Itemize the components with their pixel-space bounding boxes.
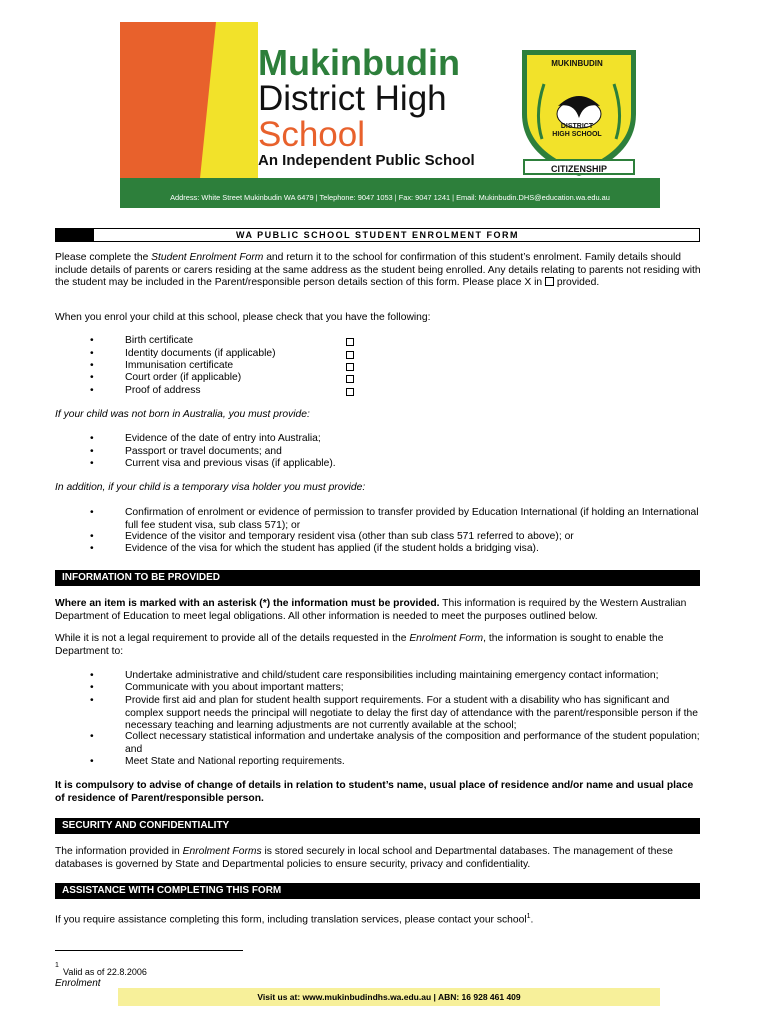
- visa-heading: In addition, if your child is a temporary visa holder you must provide:: [55, 482, 366, 493]
- form-title-bar: [55, 228, 700, 242]
- logo-sub-line1: DISTRICT: [560, 123, 594, 130]
- school-tagline: An Independent Public School: [258, 152, 475, 169]
- security-text-a: The information provided in: [55, 846, 183, 857]
- logo-sub-text: [522, 123, 632, 139]
- bullet-icon: •: [90, 360, 94, 371]
- security-text-b: is stored securely in local school and Departmental databases. The management of these databases is governed by State and Departmental policies to ensure security, privacy and confidentiality.: [55, 846, 673, 870]
- bullet-icon: •: [90, 756, 94, 767]
- intro-text-c: provided.: [556, 277, 600, 289]
- logo-sub-line2: HIGH SCHOOL: [552, 131, 602, 138]
- info-text-a: While it is not a legal requirement to provide all of the details requested in the: [55, 633, 410, 644]
- checklist-intro: When you enrol your child at this school, please check that you have the following:: [55, 312, 431, 323]
- list-item: Evidence of the visitor and temporary resident visa (other than sub class 571 referred to above); or: [125, 531, 574, 542]
- checkbox[interactable]: [346, 363, 354, 371]
- bullet-icon: •: [90, 543, 94, 554]
- intro-form-name: Student Enrolment Form: [151, 252, 264, 263]
- footer-bar: Visit us at: www.mukinbudindhs.wa.edu.au | ABN: 16 928 461 409: [118, 988, 660, 1006]
- bullet-icon: •: [90, 458, 94, 469]
- not-born-heading: If your child was not born in Australia, you must provide:: [55, 409, 310, 420]
- checkbox[interactable]: [346, 351, 354, 359]
- intro-text-a: Please complete the: [55, 252, 152, 263]
- info-text-b: , the information is sought to enable the Department to:: [55, 633, 664, 657]
- school-name-line2: District High: [258, 79, 447, 118]
- assistance-text: If you require assistance completing this form, including translation services, please contact your school: [55, 914, 527, 926]
- list-item: Communicate with you about important matters;: [125, 682, 344, 693]
- bullet-icon: •: [90, 531, 94, 542]
- footnote-number: 1: [55, 962, 59, 969]
- section-heading-security: SECURITY AND CONFIDENTIALITY: [55, 818, 700, 834]
- security-paragraph: [55, 846, 705, 871]
- assistance-text-end: .: [530, 914, 534, 926]
- bullet-icon: •: [90, 731, 94, 742]
- security-form-name: Enrolment Forms: [182, 846, 262, 857]
- bullet-icon: •: [90, 348, 94, 359]
- checklist-item: Birth certificate: [125, 335, 194, 346]
- checklist-item: Proof of address: [125, 385, 201, 396]
- bullet-icon: •: [90, 372, 94, 383]
- logo-top-text: MUKINBUDIN: [551, 59, 603, 68]
- list-item: Confirmation of enrolment or evidence of permission to transfer provided by Education International (if holding an International full fee student visa, sub class 571); or: [125, 507, 699, 531]
- checklist-item: Court order (if applicable): [125, 372, 242, 383]
- checklist-item: Identity documents (if applicable): [125, 348, 276, 359]
- list-item: Current visa and previous visas (if applicable).: [125, 458, 336, 469]
- list-item: Collect necessary statistical information and undertake analysis of the composition and performance of the student population; and: [125, 731, 700, 755]
- checkbox[interactable]: [346, 338, 354, 346]
- section-heading-information: INFORMATION TO BE PROVIDED: [55, 570, 700, 586]
- section-heading-assistance: ASSISTANCE WITH COMPLETING THIS FORM: [55, 883, 700, 899]
- bullet-icon: •: [90, 670, 94, 681]
- info-paragraph-2: [55, 633, 705, 658]
- info-paragraph-1: [55, 598, 705, 623]
- checkbox[interactable]: [346, 375, 354, 383]
- list-item: Undertake administrative and child/student care responsibilities including maintaining emergency contact information;: [125, 670, 659, 681]
- checkbox[interactable]: [346, 388, 354, 396]
- bullet-icon: •: [90, 446, 94, 457]
- list-item: Meet State and National reporting requirements.: [125, 756, 345, 767]
- list-item: Evidence of the date of entry into Australia;: [125, 433, 321, 444]
- bullet-icon: •: [90, 385, 94, 396]
- school-name-line3: School: [258, 115, 366, 154]
- list-item: Passport or travel documents; and: [125, 446, 282, 457]
- footnote-text: Valid as of 22.8.2006: [63, 967, 147, 977]
- list-item: Evidence of the visa for which the student has applied (if the student holds a bridging visa).: [125, 543, 539, 554]
- bullet-icon: •: [90, 682, 94, 693]
- footer-form-label: Enrolment: [55, 978, 101, 989]
- checklist-item: Immunisation certificate: [125, 360, 234, 371]
- compulsory-notice: It is compulsory to advise of change of details in relation to student’s name, usual place of residence and/or name and usual place of residence of Parent/responsible person.: [55, 780, 694, 804]
- intro-text-b: and return it to the school for confirmation of this student’s enrolment. Family details should include details of parents or carers residing at the same address as the student being enrolled. Any details relating to parents not residing with the student may be included in the Parent/responsible person details section of this form. Please place X in: [55, 252, 701, 289]
- footnote-divider: [55, 950, 243, 951]
- school-name-line1: Mukinbudin: [258, 42, 460, 83]
- form-title: WA PUBLIC SCHOOL STUDENT ENROLMENT FORM: [236, 230, 519, 240]
- bullet-icon: •: [90, 507, 94, 518]
- assistance-paragraph: [55, 911, 705, 927]
- checkbox-icon: [545, 277, 554, 286]
- list-item: Provide first aid and plan for student health support requirements. For a student with a disability who has significant and complex support needs the principal will negotiate to delay the first day of attendance with the parent/responsible person if the necessary teaching and learning adjustments are not currently available at the school;: [125, 695, 698, 732]
- asterisk-notice: Where an item is marked with an asterisk (*) the information must be provided.: [55, 598, 440, 609]
- logo-motto: CITIZENSHIP: [550, 164, 607, 174]
- bullet-icon: •: [90, 433, 94, 444]
- intro-paragraph: [55, 252, 705, 290]
- info-text: This information is required by the Western Australian Department of Education to meet legal obligations. All other information is needed to meet the purposes outlined below.: [55, 598, 687, 622]
- bullet-icon: •: [90, 695, 94, 706]
- info-form-name: Enrolment Form: [409, 633, 484, 644]
- footnote-ref: 1: [526, 913, 531, 920]
- address-bar: Address: White Street Mukinbudin WA 6479 | Telephone: 9047 1053 | Fax: 9047 1241 | Email: Mukinbudin.DHS@education.wa.edu.au: [120, 188, 660, 208]
- bullet-icon: •: [90, 335, 94, 346]
